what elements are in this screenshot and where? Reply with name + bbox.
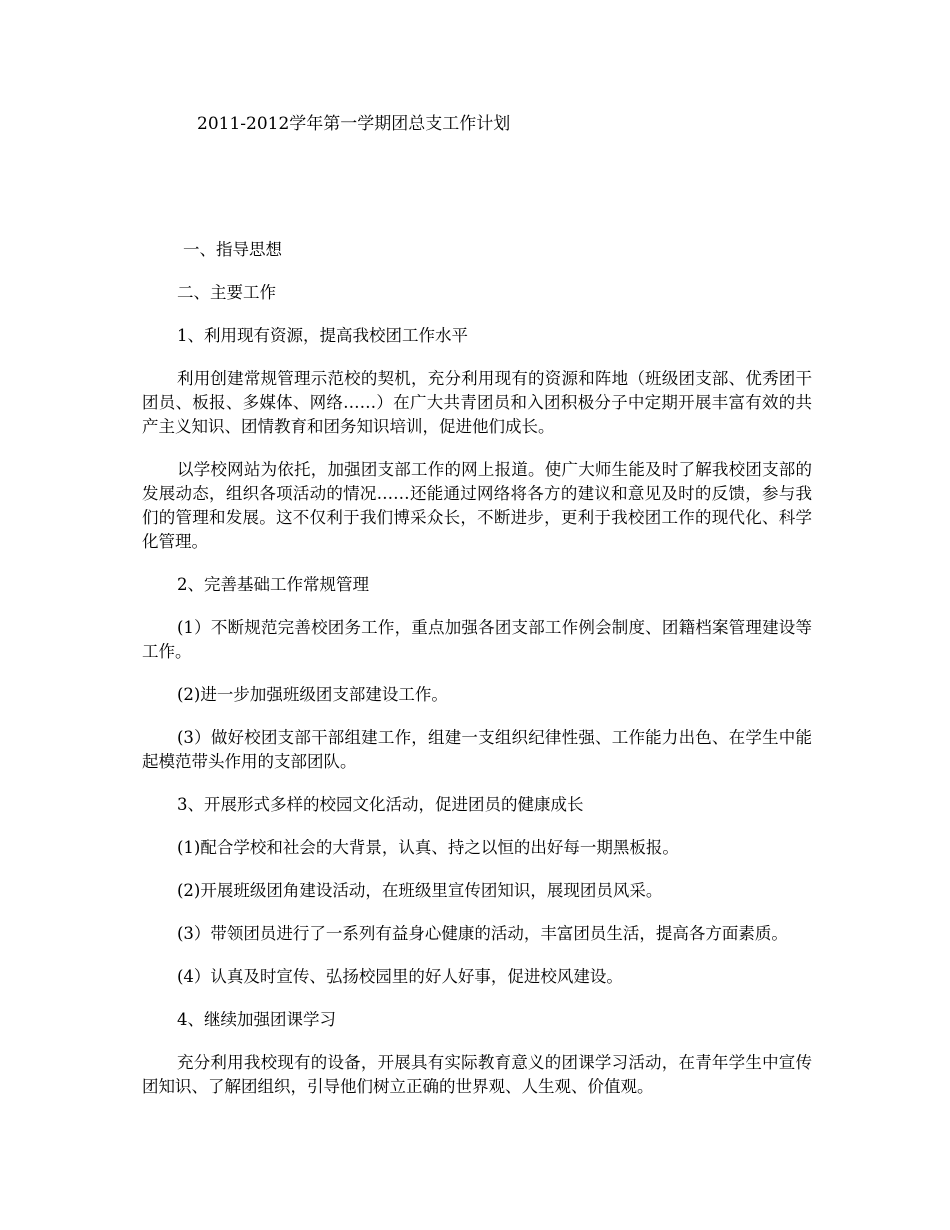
document-title: 2011-2012学年第一学期团总支工作计划 [197, 114, 511, 134]
paragraph: 以学校网站为依托，加强团支部工作的网上报道。使广大师生能及时了解我校团支部的发展动态，组织各项活动的情况……还能通过网络将各方的建议和意见及时的反馈，参与我们的管理和发展。这不仅利于我们博采众长，不断进步，更利于我校团工作的现代化、科学化管理。 [142, 460, 812, 551]
subheading-3: 3、开展形式多样的校园文化活动，促进团员的健康成长 [177, 795, 584, 814]
list-item: (3）做好校团支部干部组建工作，组建一支组织纪律性强、工作能力出色、在学生中能起模范带头作用的支部团队。 [142, 728, 812, 771]
list-item: (2)进一步加强班级团支部建设工作。 [177, 685, 448, 704]
document-body [142, 238, 812, 1118]
paragraph: 利用创建常规管理示范校的契机，充分利用现有的资源和阵地（班级团支部、优秀团干团员、板报、多媒体、网络……）在广大共青团员和入团积极分子中定期开展丰富有效的共产主义知识、团情教育和团务知识培训，促进他们成长。 [142, 369, 812, 436]
section-heading-main-work: 二、主要工作 [177, 283, 276, 302]
paragraph: 充分利用我校现有的设备，开展具有实际教育意义的团课学习活动，在青年学生中宣传团知识、了解团组织，引导他们树立正确的世界观、人生观、价值观。 [142, 1053, 812, 1096]
list-item: (2)开展班级团角建设活动，在班级里宣传团知识，展现团员风采。 [177, 881, 663, 900]
list-item: (1）不断规范完善校团务工作，重点加强各团支部工作例会制度、团籍档案管理建设等工作。 [142, 618, 812, 661]
subheading-2: 2、完善基础工作常规管理 [177, 575, 369, 594]
list-item: (4）认真及时宣传、弘扬校园里的好人好事，促进校风建设。 [177, 967, 623, 986]
section-heading-guiding-thought: 一、指导思想 [183, 240, 282, 259]
list-item: (3）带领团员进行了一系列有益身心健康的活动，丰富团员生活，提高各方面素质。 [177, 924, 788, 943]
subheading-1: 1、利用现有资源，提高我校团工作水平 [177, 326, 468, 345]
list-item: (1)配合学校和社会的大背景，认真、持之以恒的出好每一期黑板报。 [177, 838, 679, 857]
subheading-4: 4、继续加强团课学习 [177, 1010, 336, 1029]
